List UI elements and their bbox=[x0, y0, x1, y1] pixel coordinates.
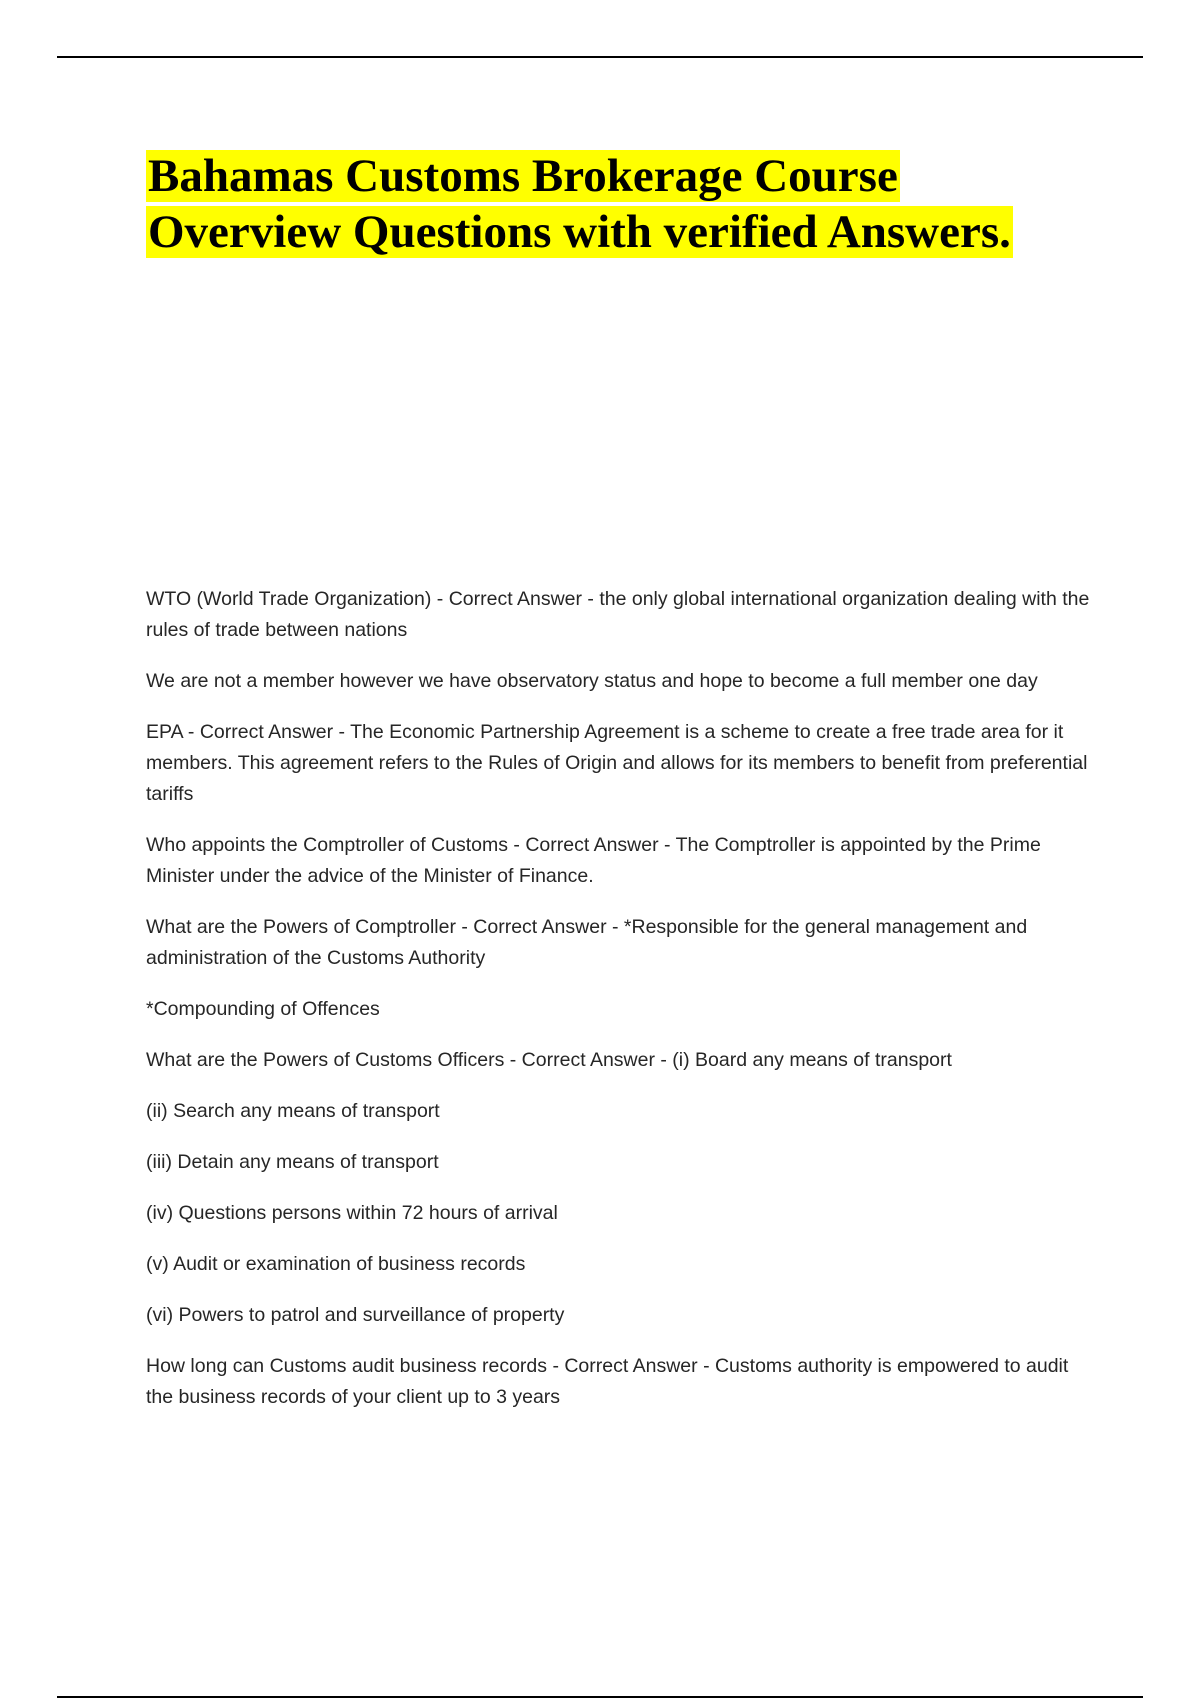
footer-rule bbox=[57, 1696, 1143, 1698]
paragraph-audit-duration: How long can Customs audit business records - Correct Answer - Customs authority is empowered to audit the business records of your client up to 3 years bbox=[146, 1355, 1069, 1408]
list-item: (v) Audit or examination of business records bbox=[146, 1253, 526, 1275]
list-item: (iii) Detain any means of transport bbox=[146, 1151, 439, 1173]
paragraph-comptroller-powers: What are the Powers of Comptroller - Correct Answer - *Responsible for the general management and administration of the Customs Authority bbox=[146, 916, 1028, 969]
paragraph-epa: EPA - Correct Answer - The Economic Partnership Agreement is a scheme to create a free trade area for it members. This agreement refers to the Rules of Origin and allows for its members to benefit from preferential tariffs bbox=[146, 721, 1088, 805]
paragraph-comptroller-appointment: Who appoints the Comptroller of Customs - Correct Answer - The Comptroller is appointed by the Prime Minister under the advice of the Minister of Finance. bbox=[146, 834, 1041, 887]
list-item: (vi) Powers to patrol and surveillance of property bbox=[146, 1304, 565, 1326]
paragraph-compounding: *Compounding of Offences bbox=[146, 998, 380, 1020]
paragraph-membership: We are not a member however we have observatory status and hope to become a full member one day bbox=[146, 670, 1038, 692]
document-body bbox=[146, 584, 1091, 1433]
paragraph-officer-powers: What are the Powers of Customs Officers - Correct Answer - (i) Board any means of transport bbox=[146, 1049, 952, 1071]
title-line-1: Bahamas Customs Brokerage Course bbox=[148, 150, 898, 202]
list-item: (iv) Questions persons within 72 hours of arrival bbox=[146, 1202, 558, 1224]
list-item: (ii) Search any means of transport bbox=[146, 1100, 440, 1122]
document-title bbox=[146, 148, 1106, 260]
paragraph-wto: WTO (World Trade Organization) - Correct Answer - the only global international organization dealing with the rules of trade between nations bbox=[146, 588, 1090, 641]
header-rule bbox=[57, 56, 1143, 58]
title-line-2: Overview Questions with verified Answers. bbox=[148, 206, 1011, 258]
